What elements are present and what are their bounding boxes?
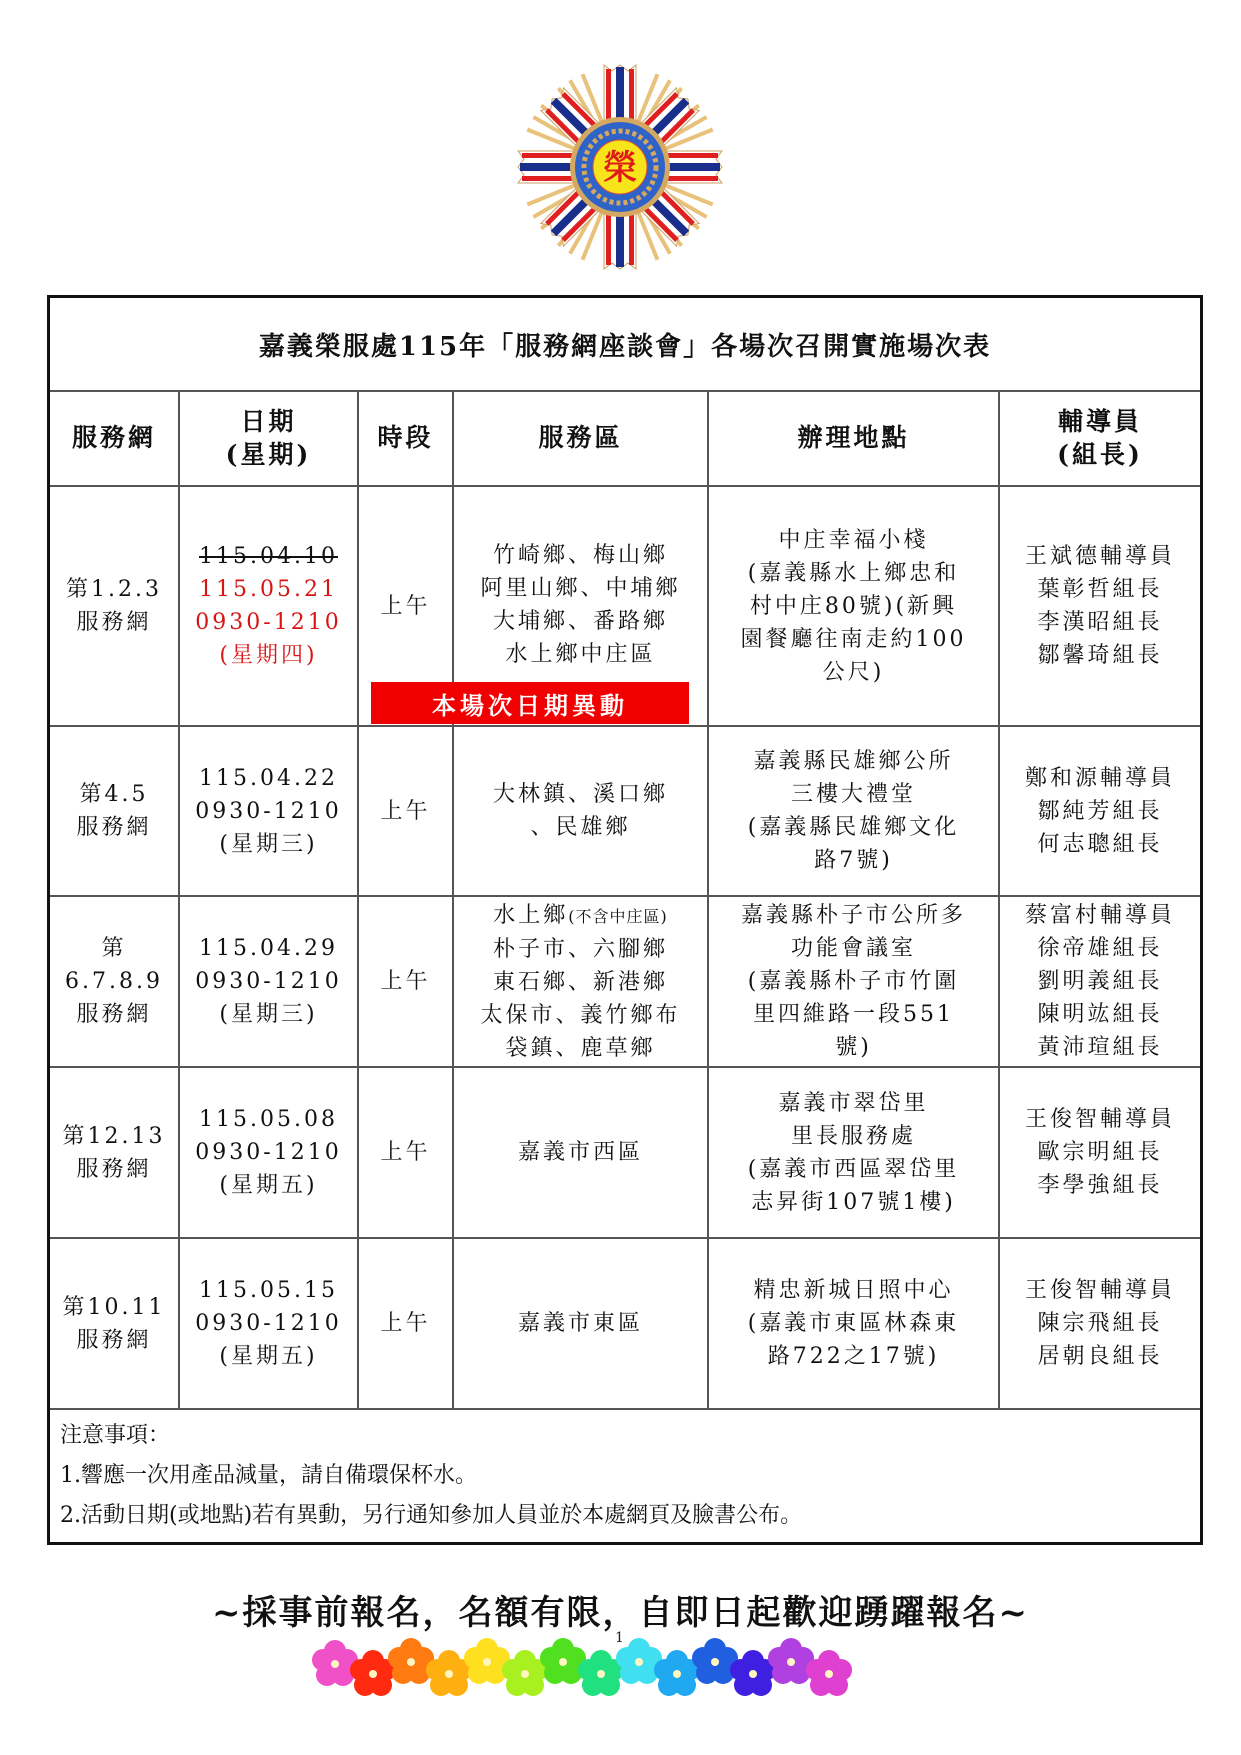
- time-range: 0930-1210: [195, 610, 342, 635]
- counselors: 王俊智輔導員 陳宗飛組長 居朝良組長: [1024, 1278, 1175, 1369]
- header-period: 時段: [359, 390, 454, 485]
- counselors: 王俊智輔導員 歐宗明組長 李學強組長: [1024, 1107, 1175, 1198]
- note-item: 1.響應一次用產品減量，請自備環保杯水。: [60, 1463, 477, 1488]
- counselors: 蔡富村輔導員 徐帝雄組長 劉明義組長 陳明竑組長 黃沛瑄組長: [1024, 903, 1175, 1060]
- header-venue: 辦理地點: [709, 390, 1000, 485]
- service-area: 水上鄉(不含中庄區) 朴子市、六腳鄉 東石鄉、新港鄉 太保市、義竹鄉布 袋鎮、鹿草鄉: [454, 897, 709, 1066]
- venue: 嘉義市翠岱里 里長服務處 (嘉義市西區翠岱里 志昇街107號1樓): [709, 1068, 1000, 1237]
- period: 上午: [359, 1239, 454, 1408]
- table-row: [50, 727, 1200, 897]
- table-row: [50, 1239, 1200, 1410]
- notes-heading: 注意事項：: [60, 1423, 171, 1448]
- date-cell: 115.04.22 0930-1210 (星期三): [180, 727, 359, 895]
- note-item: 2.活動日期(或地點)若有異動，另行通知參加人員並於本處網頁及臉書公布。: [60, 1503, 803, 1528]
- new-date: 115.05.21: [199, 577, 338, 602]
- header-net: 服務網: [50, 390, 180, 485]
- header-counselor: 輔導員 (組長): [1057, 406, 1143, 469]
- service-net: 第4.5 服務網: [50, 727, 180, 895]
- date-cell: [180, 487, 359, 725]
- svg-text:榮: 榮: [603, 148, 637, 188]
- date-cell: 115.05.15 0930-1210 (星期五): [180, 1239, 359, 1408]
- service-area: 竹崎鄉、梅山鄉 阿里山鄉、中埔鄉 大埔鄉、番路鄉 水上鄉中庄區: [454, 487, 709, 725]
- date-cell: 115.04.29 0930-1210 (星期三): [180, 897, 359, 1066]
- counselors: 王斌德輔導員 葉彰哲組長 李漢昭組長 鄒馨琦組長: [1024, 544, 1175, 668]
- service-area: 嘉義市西區: [454, 1068, 709, 1237]
- service-net: 第 6.7.8.9 服務網: [50, 897, 180, 1066]
- header-area: 服務區: [454, 390, 709, 485]
- venue: 嘉義縣民雄鄉公所 三樓大禮堂 (嘉義縣民雄鄉文化 路7號): [709, 727, 1000, 895]
- service-area: 大林鎮、溪口鄉 、民雄鄉: [454, 727, 709, 895]
- table-title: 嘉義榮服處115年「服務網座談會」各場次召開實施場次表: [50, 298, 1200, 392]
- date-changed-badge: 本場次日期異動: [371, 682, 689, 724]
- service-net: 第1.2.3 服務網: [50, 487, 180, 725]
- notes-section: [50, 1410, 1200, 1542]
- period: 上午: [359, 1068, 454, 1237]
- period: 上午: [359, 487, 454, 725]
- service-net: 第10.11 服務網: [50, 1239, 180, 1408]
- service-net: 第12.13 服務網: [50, 1068, 180, 1237]
- table-header-row: [50, 390, 1200, 487]
- table-row: [50, 897, 1200, 1068]
- registration-slogan: ~採事前報名，名額有限，自即日起歡迎踴躍報名~: [212, 1593, 1029, 1633]
- venue: 中庄幸福小棧 (嘉義縣水上鄉忠和 村中庄80號)(新興 園餐廳往南走約100 公尺): [709, 487, 1000, 725]
- period: 上午: [359, 897, 454, 1066]
- date-cell: 115.05.08 0930-1210 (星期五): [180, 1068, 359, 1237]
- area-exclusion-note: (不含中庄區): [568, 906, 668, 926]
- schedule-table: [47, 295, 1203, 1545]
- page-number: 1: [615, 1630, 624, 1646]
- period: 上午: [359, 727, 454, 895]
- venue: 精忠新城日照中心 (嘉義市東區林森東 路722之17號): [709, 1239, 1000, 1408]
- venue: 嘉義縣朴子市公所多 功能會議室 (嘉義縣朴子市竹圍 里四維路一段551 號): [709, 897, 1000, 1066]
- counselors: 鄭和源輔導員 鄒純芳組長 何志聰組長: [1024, 765, 1175, 857]
- table-row: [50, 487, 1200, 727]
- veterans-emblem-icon: [515, 62, 725, 272]
- table-row: [50, 1068, 1200, 1239]
- weekday: (星期四): [219, 643, 318, 668]
- service-area: 嘉義市東區: [454, 1239, 709, 1408]
- header-date: 日期 (星期): [180, 390, 359, 485]
- old-date: 115.04.10: [199, 544, 338, 569]
